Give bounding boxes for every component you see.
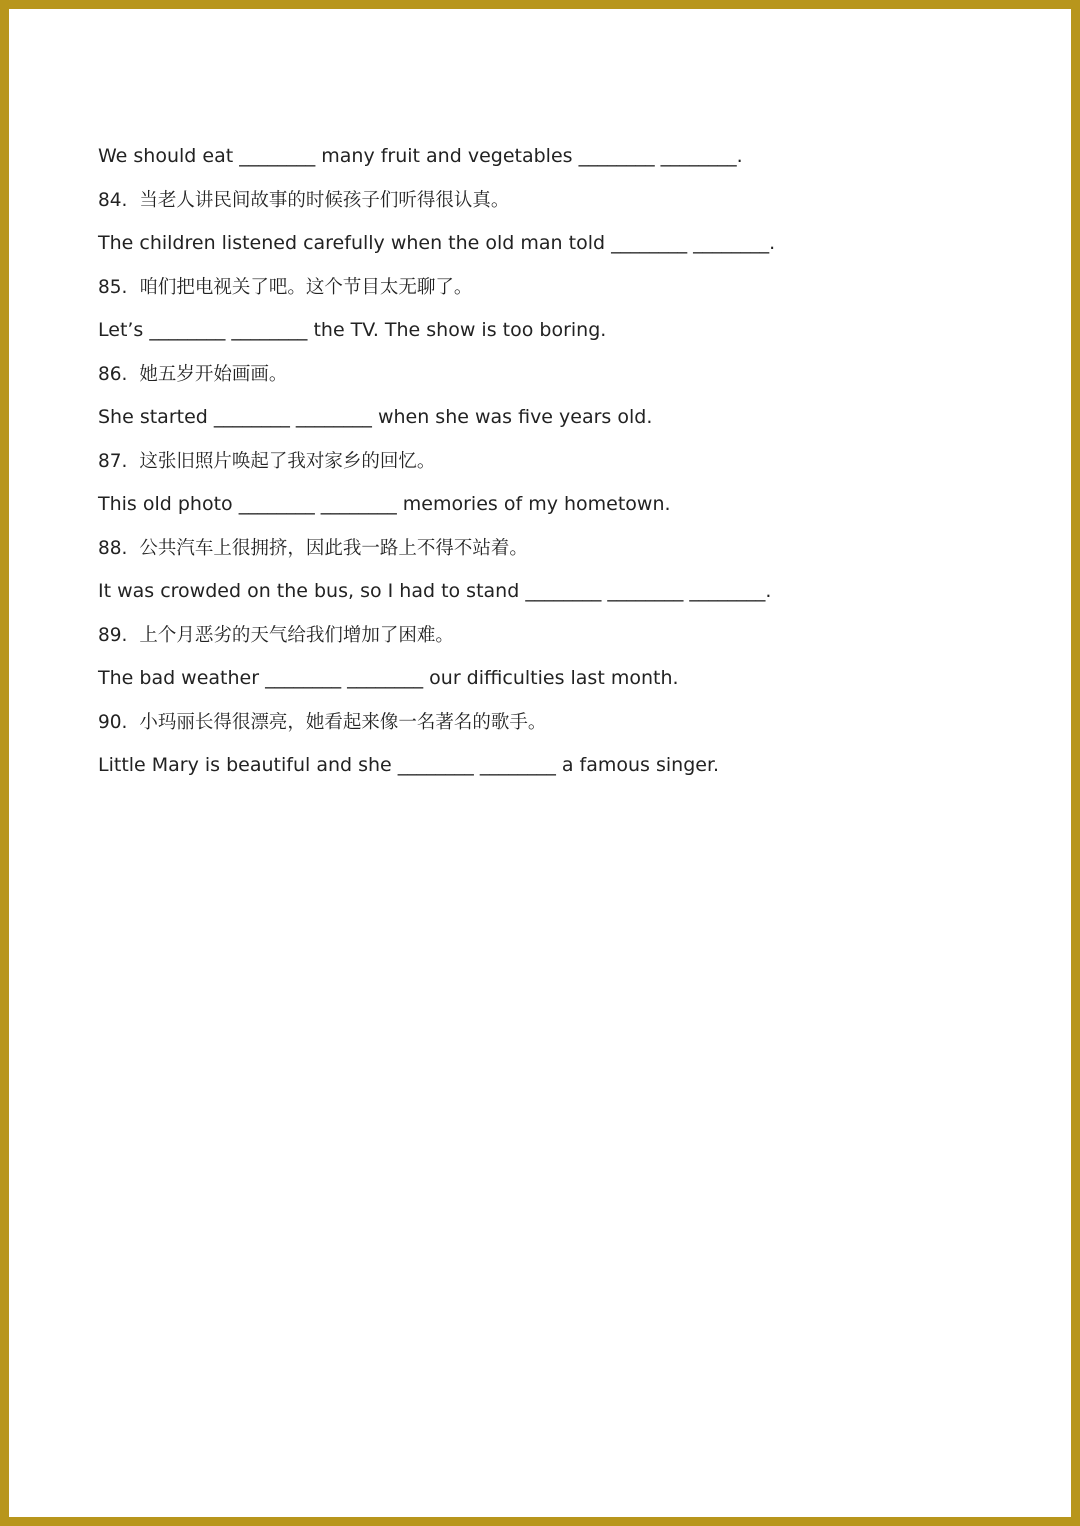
chinese-prompt: 当老人讲民间故事的时候孩子们听得很认真。 <box>139 189 510 211</box>
sentence-text: It was crowded on the bus, so I had to stand ________ ________ ________. <box>98 580 772 602</box>
exercise-list <box>98 135 998 788</box>
question-85 <box>98 266 998 310</box>
question-90 <box>98 701 998 745</box>
sentence-text: Let’s ________ ________ the TV. The show is too boring. <box>98 319 607 341</box>
question-number: 90. <box>98 711 128 733</box>
chinese-prompt: 她五岁开始画画。 <box>139 363 288 385</box>
question-number: 86. <box>98 363 128 385</box>
sentence-text: We should eat ________ many fruit and vegetables ________ ________. <box>98 145 743 167</box>
chinese-prompt: 咱们把电视关了吧。这个节目太无聊了。 <box>139 276 473 298</box>
question-number: 85. <box>98 276 128 298</box>
sentence-text: The bad weather ________ ________ our difficulties last month. <box>98 667 679 689</box>
chinese-prompt: 公共汽车上很拥挤，因此我一路上不得不站着。 <box>139 537 528 559</box>
english-sentence <box>98 744 998 788</box>
english-sentence <box>98 222 998 266</box>
english-sentence <box>98 570 998 614</box>
chinese-prompt: 小玛丽长得很漂亮，她看起来像一名著名的歌手。 <box>139 711 547 733</box>
question-86 <box>98 353 998 397</box>
question-84 <box>98 179 998 223</box>
question-number: 89. <box>98 624 128 646</box>
english-sentence <box>98 483 998 527</box>
english-sentence <box>98 396 998 440</box>
chinese-prompt: 上个月恶劣的天气给我们增加了困难。 <box>139 624 454 646</box>
sentence-text: She started ________ ________ when she was five years old. <box>98 406 653 428</box>
english-sentence <box>98 309 998 353</box>
question-number: 84. <box>98 189 128 211</box>
sentence-text: Little Mary is beautiful and she ________ ________ a famous singer. <box>98 754 720 776</box>
english-sentence <box>98 657 998 701</box>
english-sentence <box>98 135 998 179</box>
question-89 <box>98 614 998 658</box>
sentence-text: The children listened carefully when the old man told ________ ________. <box>98 232 776 254</box>
question-87 <box>98 440 998 484</box>
worksheet-page <box>9 9 1071 1517</box>
question-88 <box>98 527 998 571</box>
chinese-prompt: 这张旧照片唤起了我对家乡的回忆。 <box>139 450 436 472</box>
question-number: 88. <box>98 537 128 559</box>
sentence-text: This old photo ________ ________ memories of my hometown. <box>98 493 671 515</box>
question-number: 87. <box>98 450 128 472</box>
